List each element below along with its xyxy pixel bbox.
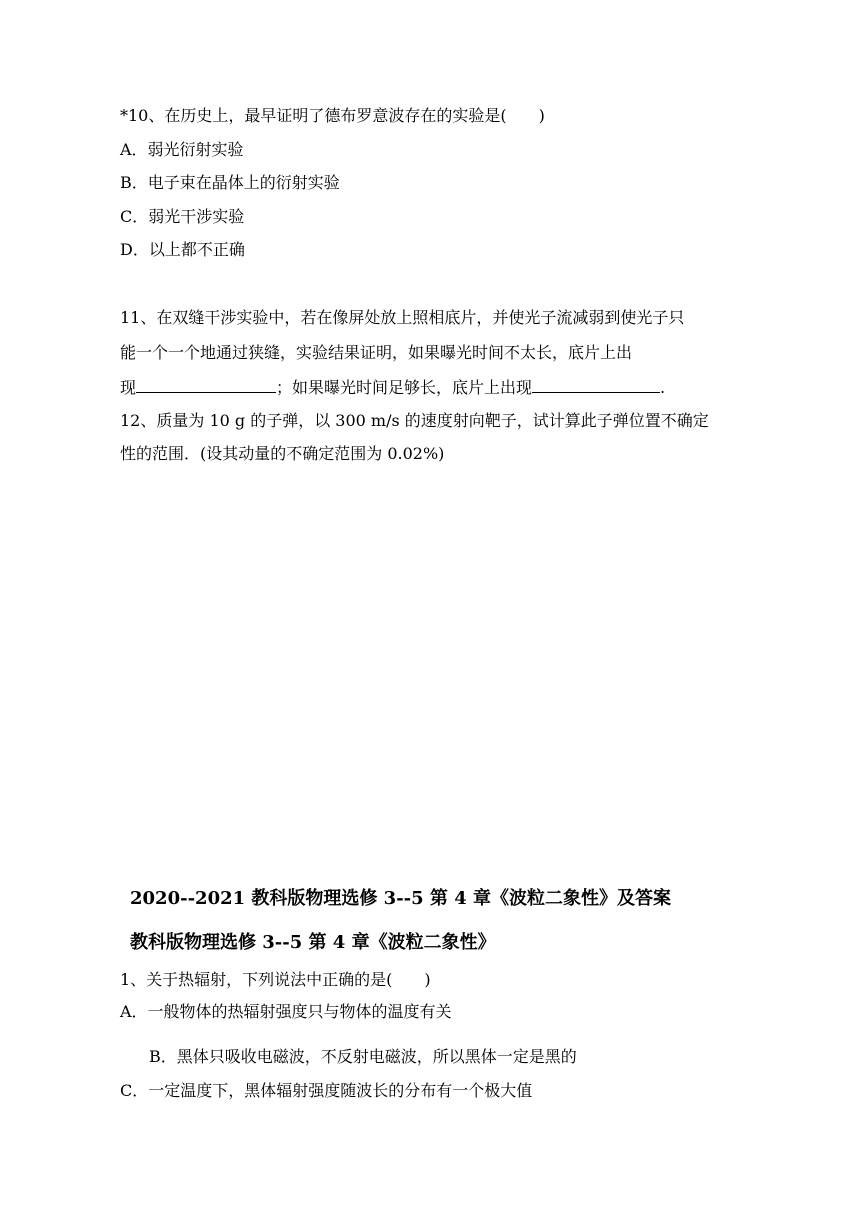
question-1-option-b: B．黑体只吸收电磁波，不反射电磁波，所以黑体一定是黑的 <box>149 1047 577 1066</box>
question-10-option-b: B．电子束在晶体上的衍射实验 <box>120 173 340 192</box>
answer-blank-2[interactable] <box>532 376 660 393</box>
question-11-line-2: 能一个一个地通过狭缝，实验结果证明，如果曝光时间不太长，底片上出 <box>120 343 633 362</box>
question-11-suffix: . <box>660 378 666 397</box>
answer-blank-1[interactable] <box>136 376 276 393</box>
question-1-option-a: A．一般物体的热辐射强度只与物体的温度有关 <box>120 1002 452 1021</box>
question-11-middle: ；如果曝光时间足够长，底片上出现 <box>276 378 533 397</box>
document-title: 2020--2021 教科版物理选修 3--5 第 4 章《波粒二象性》及答案 <box>130 888 671 909</box>
question-10-option-a: A．弱光衍射实验 <box>120 140 244 159</box>
question-1-stem: 1、关于热辐射，下列说法中正确的是( ) <box>120 970 431 989</box>
document-subtitle: 教科版物理选修 3--5 第 4 章《波粒二象性》 <box>130 932 496 953</box>
question-11-line-1: 11、在双缝干涉实验中，若在像屏处放上照相底片，并使光子流减弱到使光子只 <box>120 308 685 327</box>
question-12-line-2: 性的范围．(设其动量的不确定范围为 0.02%) <box>120 444 445 463</box>
question-12-line-1: 12、质量为 10 g 的子弹，以 300 m/s 的速度射向靶子，试计算此子弹位置不确定 <box>120 411 709 430</box>
question-11-line-3 <box>120 376 665 399</box>
question-10-option-d: D．以上都不正确 <box>120 240 245 259</box>
question-10-option-c: C．弱光干涉实验 <box>120 207 245 226</box>
question-1-option-c: C．一定温度下，黑体辐射强度随波长的分布有一个极大值 <box>120 1081 533 1100</box>
question-10-stem: *10、在历史上，最早证明了德布罗意波存在的实验是( ) <box>120 106 545 125</box>
question-11-prefix: 现 <box>120 378 137 397</box>
